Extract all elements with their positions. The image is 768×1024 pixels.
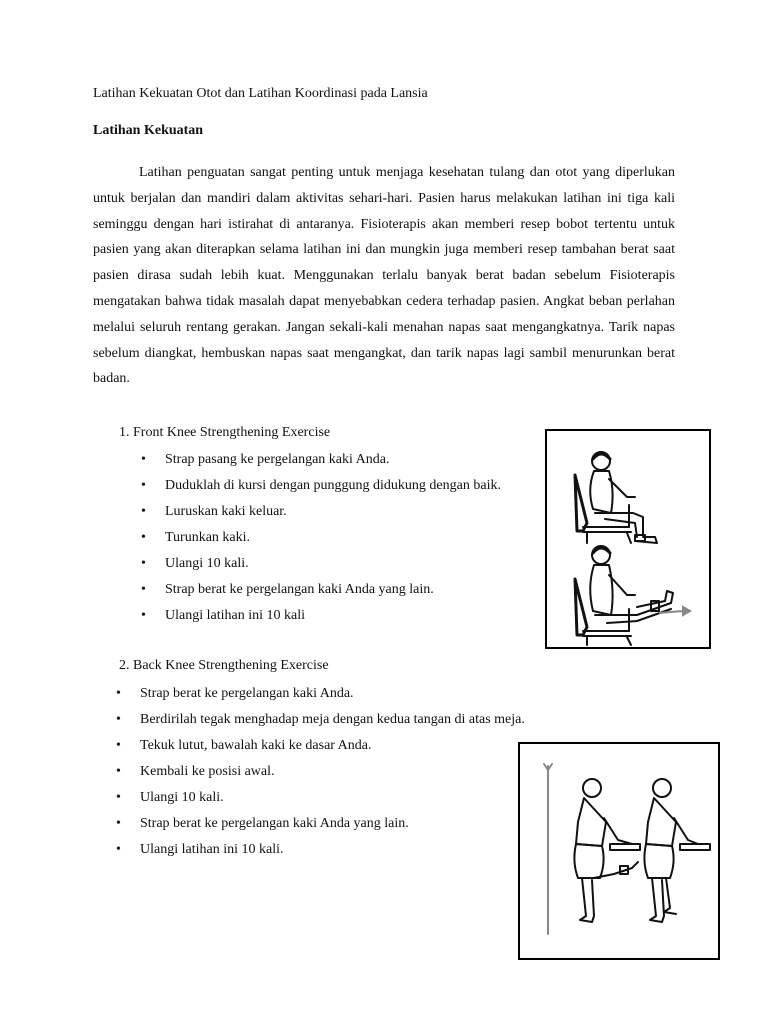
bullet-icon: • [141,478,146,493]
step-text: Duduklah di kursi dengan punggung didukung dengan baik. [165,478,501,493]
bullet-icon: • [116,738,121,753]
bullet-icon: • [116,686,121,701]
list-item [141,477,501,503]
step-text: Strap pasang ke pergelangan kaki Anda. [165,452,390,467]
list-item [116,737,525,763]
list-item [141,451,501,477]
step-text: Berdirilah tegak menghadap meja dengan kedua tangan di atas meja. [140,712,525,727]
step-text: Luruskan kaki keluar. [165,504,287,519]
list-item [116,685,525,711]
bullet-icon: • [141,556,146,571]
figure-2-drawing [520,744,718,958]
intro-paragraph: Latihan penguatan sangat penting untuk menjaga kesehatan tulang dan otot yang diperlukan untuk berjalan dan mandiri dalam aktivitas sehari-hari. Pasien harus melakukan latihan ini tiga kali seminggu dengan hari istirahat di antaranya. Fisioterapis akan memberi resep bobot tertentu untuk pasien yang akan diterapkan selama latihan ini dan mungkin juga memberi resep tambahan berat saat pasien dirasa sudah lebih kuat. Menggunakan terlalu banyak berat badan sebelum Fisioterapis mengatakan bahwa tidak masalah dapat menyebabkan cedera terhadap pasien. Angkat beban perlahan melalui seluruh rentang gerakan. Jangan sekali-kali menahan napas saat mengangkatnya. Tarik napas sebelum diangkat, hembuskan napas saat mengangkat, dan tarik napas lagi sambil menurunkan berat badan. [93,165,675,387]
step-text: Strap berat ke pergelangan kaki Anda yang lain. [165,582,434,597]
exercise-2-steps [116,685,525,867]
figure-1-drawing [547,431,709,647]
step-text: Kembali ke posisi awal. [140,764,275,779]
list-item [116,711,525,737]
list-item [141,581,501,607]
list-item [116,815,525,841]
step-text: Turunkan kaki. [165,530,251,545]
bullet-icon: • [116,712,121,727]
list-item [141,503,501,529]
exercise-1-steps [141,451,501,633]
bullet-icon: • [116,764,121,779]
standing-knee-curl-illustration [518,742,720,960]
list-item [116,789,525,815]
exercise-1-title: 1. Front Knee Strengthening Exercise [119,425,331,440]
bullet-icon: • [141,530,146,545]
section-heading: Latihan Kekuatan [93,123,204,138]
step-text: Ulangi 10 kali. [140,790,224,805]
bullet-icon: • [141,504,146,519]
step-text: Ulangi latihan ini 10 kali. [140,842,284,857]
bullet-icon: • [141,608,146,623]
bullet-icon: • [116,842,121,857]
document-title: Latihan Kekuatan Otot dan Latihan Koordinasi pada Lansia [93,86,428,101]
seated-knee-extension-illustration [545,429,711,649]
step-text: Ulangi 10 kali. [165,556,249,571]
exercise-2-title: 2. Back Knee Strengthening Exercise [119,658,329,673]
step-text: Strap berat ke pergelangan kaki Anda yang lain. [140,816,409,831]
step-text: Tekuk lutut, bawalah kaki ke dasar Anda. [140,738,372,753]
list-item [116,763,525,789]
step-text: Strap berat ke pergelangan kaki Anda. [140,686,354,701]
list-item [141,607,501,633]
bullet-icon: • [141,452,146,467]
list-item [116,841,525,867]
list-item [141,555,501,581]
list-item [141,529,501,555]
bullet-icon: • [141,582,146,597]
bullet-icon: • [116,790,121,805]
bullet-icon: • [116,816,121,831]
step-text: Ulangi latihan ini 10 kali [165,608,305,623]
